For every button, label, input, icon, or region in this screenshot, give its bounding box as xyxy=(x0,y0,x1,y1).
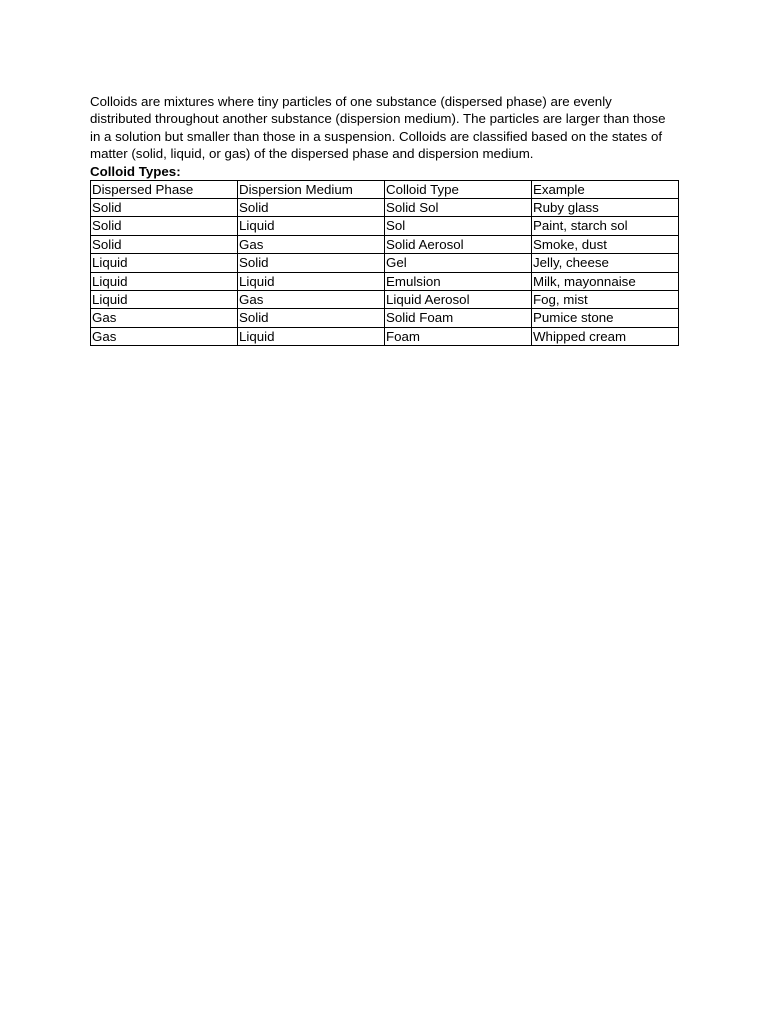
table-row xyxy=(91,291,679,309)
table-header-row xyxy=(91,180,679,198)
header-cell: Dispersion Medium xyxy=(238,180,385,198)
table-cell: Liquid xyxy=(238,272,385,290)
table-cell: Liquid xyxy=(91,272,238,290)
table-cell: Pumice stone xyxy=(532,309,679,327)
table-cell: Solid Aerosol xyxy=(385,235,532,253)
table-cell: Paint, starch sol xyxy=(532,217,679,235)
table-cell: Gas xyxy=(238,291,385,309)
table-cell: Sol xyxy=(385,217,532,235)
table-cell: Liquid Aerosol xyxy=(385,291,532,309)
table-cell: Solid xyxy=(238,199,385,217)
header-cell: Example xyxy=(532,180,679,198)
table-row xyxy=(91,199,679,217)
table-cell: Foam xyxy=(385,327,532,345)
table-row xyxy=(91,217,679,235)
table-row xyxy=(91,272,679,290)
table-cell: Emulsion xyxy=(385,272,532,290)
table-row xyxy=(91,254,679,272)
header-cell: Colloid Type xyxy=(385,180,532,198)
table-cell: Whipped cream xyxy=(532,327,679,345)
table-row xyxy=(91,235,679,253)
table-cell: Gas xyxy=(238,235,385,253)
table-cell: Jelly, cheese xyxy=(532,254,679,272)
table-cell: Fog, mist xyxy=(532,291,679,309)
table-cell: Gas xyxy=(91,309,238,327)
table-cell: Solid xyxy=(91,199,238,217)
table-cell: Liquid xyxy=(91,254,238,272)
table-cell: Solid xyxy=(91,235,238,253)
table-cell: Solid Sol xyxy=(385,199,532,217)
table-row xyxy=(91,327,679,345)
table-cell: Solid xyxy=(91,217,238,235)
table-cell: Gas xyxy=(91,327,238,345)
table-cell: Solid Foam xyxy=(385,309,532,327)
table-cell: Gel xyxy=(385,254,532,272)
table-cell: Liquid xyxy=(238,217,385,235)
table-cell: Solid xyxy=(238,254,385,272)
table-row xyxy=(91,309,679,327)
header-cell: Dispersed Phase xyxy=(91,180,238,198)
section-heading: Colloid Types: xyxy=(90,163,181,179)
document-page xyxy=(90,93,680,346)
table-cell: Liquid xyxy=(238,327,385,345)
intro-paragraph: Colloids are mixtures where tiny particles of one substance (dispersed phase) are evenly distributed throughout another substance (dispersion medium). The particles are larger than those in a solution but smaller than those in a suspension. Colloids are classified based on the states of matter (solid, liquid, or gas) of the dispersed phase and dispersion medium. xyxy=(90,94,666,162)
table-cell: Milk, mayonnaise xyxy=(532,272,679,290)
table-cell: Smoke, dust xyxy=(532,235,679,253)
table-cell: Liquid xyxy=(91,291,238,309)
table-cell: Ruby glass xyxy=(532,199,679,217)
table-cell: Solid xyxy=(238,309,385,327)
colloid-types-table xyxy=(90,180,679,347)
